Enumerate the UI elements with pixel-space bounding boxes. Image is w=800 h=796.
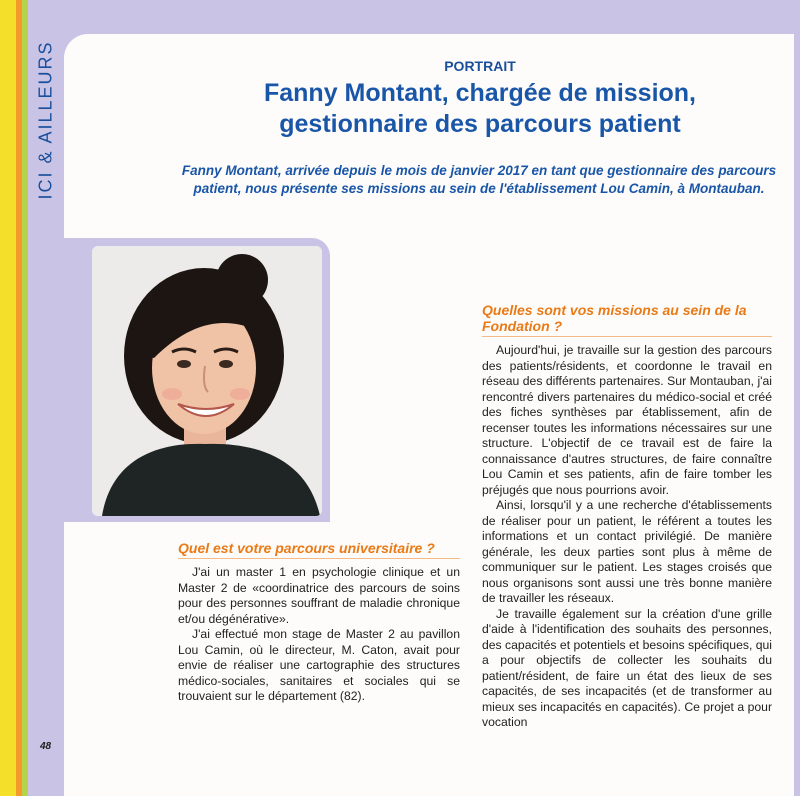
right-column: [482, 302, 772, 731]
left-column: [178, 540, 460, 705]
right-heading-rule: [482, 336, 772, 337]
section-label-text: ICI & AILLEURS: [35, 40, 56, 200]
right-paragraph-1: Aujourd'hui, je travaille sur la gestion des parcours des patients/résidents, et coordonne le travail en réseau des différents partenaires. Sur Montauban, j'ai rencontré divers partenaires du médico-social et créé des fiches synthèses par établissement, afin de recenser toutes les informations nécessaires sur une structure. L'objectif de ce travail est de faire la connaissance d'autres structures, de faire connaître Lou Camin et ses patients, afin de faire tomber les préjugés que nous pourrions avoir.: [482, 343, 772, 497]
left-paragraph-1: J'ai un master 1 en psychologie clinique et un Master 2 de «coordinatrice des parcours de soins pour des personnes souffrant de maladie chronique et/ou dégénérative».: [178, 565, 460, 626]
left-heading: Quel est votre parcours universitaire ?: [178, 540, 435, 556]
title-line-2: gestionnaire des parcours patient: [279, 110, 681, 138]
portrait-photo: [92, 246, 322, 516]
section-label: [28, 30, 64, 210]
left-paragraph-2: J'ai effectué mon stage de Master 2 au pavillon Lou Camin, où le directeur, M. Caton, avait pour envie de réaliser une cartographie des structures médico-sociales, sanitaires et sociales qui se trouvaient sur le département (82).: [178, 627, 460, 703]
title-line-1: Fanny Montant, chargée de mission,: [263, 79, 697, 107]
kicker: PORTRAIT: [444, 58, 516, 74]
left-heading-rule: [178, 558, 460, 559]
article-title: [200, 78, 760, 140]
right-heading: Quelles sont vos missions au sein de la Fondation ?: [482, 302, 747, 334]
right-paragraph-2: Ainsi, lorsqu'il y a une recherche d'établissements de réaliser pour un patient, le référent a toutes les informations et un contact privilégié. De manière générale, les deux parties sont plus à même de communiquer sur le patient. Les stages croisés que nous organisons sont aussi une très bonne manière de travailler les réseaux.: [482, 498, 772, 605]
right-paragraph-3: Je travaille également sur la création d'une grille d'aide à l'identification des souhaits des personnes, des capacités et potentiels et besoins spécifiques, qui a pour objectifs de collecter les souhaits du patient/résident, de faire un état des lieux de ses capacités, de ses incapacités (et de transformer au mieux ses incapacités en capacités). Ce projet a pour vocation: [482, 606, 772, 729]
lead-paragraph: Fanny Montant, arrivée depuis le mois de janvier 2017 en tant que gestionnaire des parcours patient, nous présente ses missions au sein de l'établissement Lou Camin, à Montauban.: [181, 163, 777, 196]
page-edge-yellow: [0, 0, 16, 796]
portrait-illustration: [92, 246, 322, 516]
page-number: 48: [40, 741, 52, 752]
